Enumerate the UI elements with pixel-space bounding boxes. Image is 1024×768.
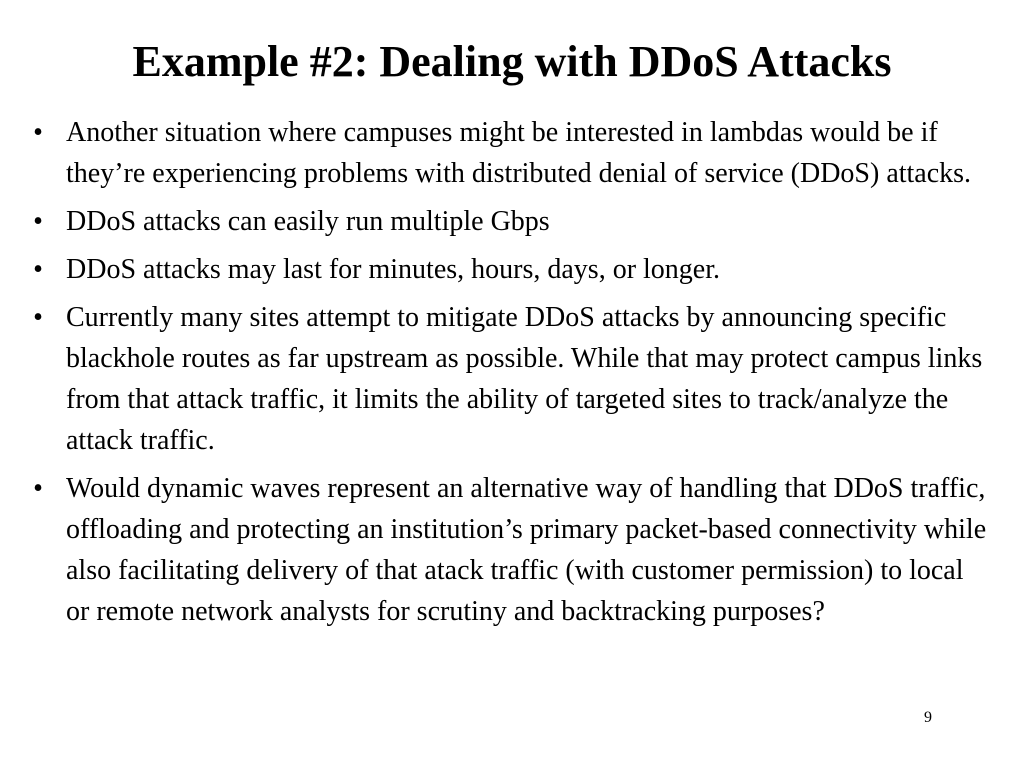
bullet-text: DDoS attacks can easily run multiple Gbps [66,206,550,237]
bullet-icon: • [33,302,43,333]
bullet-item [28,297,988,461]
bullet-item [28,249,988,290]
bullet-item [28,112,988,194]
bullet-icon: • [33,254,43,285]
bullet-icon: • [33,473,43,504]
bullet-icon: • [33,117,43,148]
bullet-item [28,201,988,242]
slide-number: 9 [924,709,932,726]
slide-title: Example #2: Dealing with DDoS Attacks [132,37,892,86]
bullet-icon: • [33,206,43,237]
bullet-text: Would dynamic waves represent an alternative way of handling that DDoS traffic, offloading and protecting an institution’s primary packet-based connectivity while also facilitating delivery of that atack traffic (with customer permission) to local or remote network analysts for scrutiny and backtracking purposes? [66,473,987,627]
bullet-item [28,468,988,632]
bullet-text: Currently many sites attempt to mitigate DDoS attacks by announcing specific blackhole routes as far upstream as possible. While that may protect campus links from that attack traffic, it limits the ability of targeted sites to track/analyze the attack traffic. [66,302,983,456]
bullet-text: DDoS attacks may last for minutes, hours, days, or longer. [66,254,721,285]
bullet-text: Another situation where campuses might be interested in lambdas would be if they’re experiencing problems with distributed denial of service (DDoS) attacks. [66,117,972,189]
bullet-list [28,112,988,639]
